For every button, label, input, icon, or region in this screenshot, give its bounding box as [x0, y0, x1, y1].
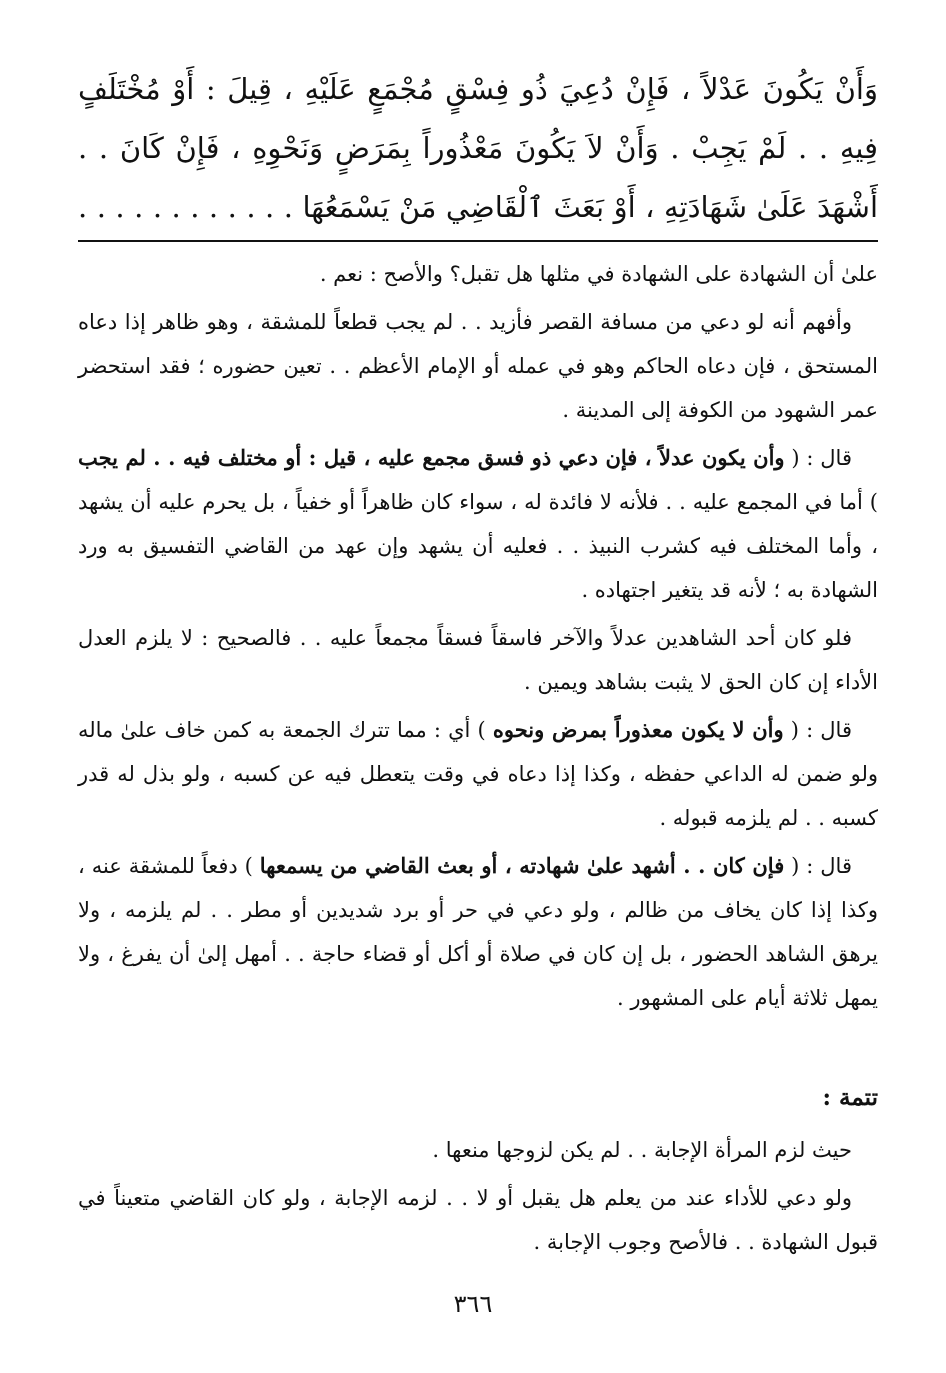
commentary-paragraph-1: علىٰ أن الشهادة على الشهادة في مثلها هل تقبل؟ والأصح : نعم . — [319, 262, 878, 286]
matn-block — [78, 60, 878, 240]
quote-intro: قال : ( — [783, 718, 852, 742]
quote-explanation: ) دفعاً للمشقة عنه ، وكذا إذا كان يخاف من ظالم ، ولو دعي في حر أو برد شديدين أو مطر . . لم يلزمه ، ولا يرهق الشاهد الحضور ، بل إن كان في صلاة أو أكل أو قضاء حاجة . . أمهل إلىٰ أن يفرغ ، ولا يمهل ثلاثة أيام على المشهور . — [78, 854, 878, 1010]
commentary-paragraph-8: ولو دعي للأداء عند من يعلم هل يقبل أو لا . . لزمه الإجابة ، ولو كان القاضي متعيناً في قبول الشهادة . . فالأصح وجوب الإجابة . — [78, 1186, 878, 1254]
commentary-paragraph-5 — [78, 708, 878, 840]
quote-intro: قال : ( — [784, 854, 852, 878]
separator-line — [78, 240, 878, 242]
quoted-matn: وأن يكون عدلاً ، فإن دعي ذو فسق مجمع عليه ، قيل : أو مختلف فيه . . لم يجب — [78, 445, 785, 470]
quoted-matn: وأن لا يكون معذوراً بمرض ونحوه — [492, 717, 784, 742]
quote-intro: قال : ( — [784, 446, 852, 470]
quote-explanation: ) أما في المجمع عليه . . فلأنه لا فائدة له ، سواء كان ظاهراً أو خفياً ، بل يحرم عليه أن يشهد ، وأما المختلف فيه كشرب النبيذ . . فعليه أن يشهد وإن عهد من القاضي التفسيق به ورد الشهادة به ؛ لأنه قد يتغير اجتهاده . — [78, 490, 878, 602]
commentary-paragraph-7: حيث لزم المرأة الإجابة . . لم يكن لزوجها منعها . — [432, 1138, 852, 1162]
commentary-block — [78, 252, 878, 1268]
commentary-paragraph-3 — [78, 436, 878, 612]
section-heading: تتمة : — [822, 1084, 878, 1111]
quoted-matn: فإن كان . . أشهد علىٰ شهادته ، أو بعث القاضي من يسمعها — [259, 853, 785, 878]
commentary-paragraph-2: وأفهم أنه لو دعي من مسافة القصر فأزيد . . لم يجب قطعاً للمشقة ، وهو ظاهر إذا دعاه المستحق ، فإن دعاه الحاكم وهو في عمله أو الإمام الأعظم . . تعين حضوره ؛ فقد استحضر عمر الشهود من الكوفة إلى المدينة . — [78, 310, 878, 422]
commentary-paragraph-6 — [78, 844, 878, 1020]
quote-explanation: ) أي : مما تترك الجمعة به كمن خاف علىٰ ماله ولو ضمن له الداعي حفظه ، وكذا إذا دعاه في وقت يتعطل فيه عن كسبه ، ولو بذل له قدر كسبه . . لم يلزمه قبوله . — [78, 718, 878, 830]
matn-text: وَأَنْ يَكُونَ عَدْلاً ، فَإِنْ دُعِيَ ذُو فِسْقٍ مُجْمَعٍ عَلَيْهِ ، قِيلَ : أَوْ مُخْتَلَفٍ فِيهِ . . لَمْ يَجِبْ . وَأَنْ لاَ يَكُونَ مَعْذُوراً بِمَرَضٍ وَنَحْوِهِ ، فَإِنْ كَانَ . . أَشْهَدَ عَلَىٰ شَهَادَتِهِ ، أَوْ بَعَثَ ٱلْقَاضِي مَنْ يَسْمَعُهَا . . . . . . . . . . . . — [78, 72, 878, 224]
commentary-paragraph-4: فلو كان أحد الشاهدين عدلاً والآخر فاسقاً فسقاً مجمعاً عليه . . فالصحيح : لا يلزم العدل الأداء إن كان الحق لا يثبت بشاهد ويمين . — [78, 626, 878, 694]
page-number: ٣٦٦ — [453, 1290, 493, 1318]
